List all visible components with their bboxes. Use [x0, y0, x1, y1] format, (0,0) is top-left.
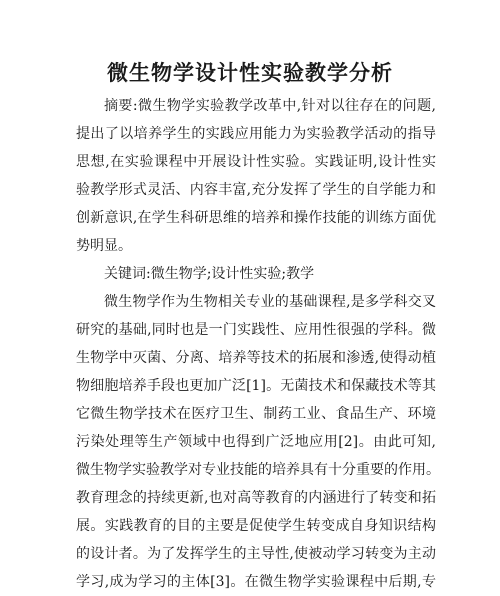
- text-line: 微生物学实验教学对专业技能的培养具有十分重要的作用。: [76, 462, 440, 478]
- text-line: 提出了以培养学生的实践应用能力为实验教学活动的指导: [76, 126, 436, 142]
- text-line: 研究的基础,同时也是一门实践性、应用性很强的学科。微: [76, 322, 436, 338]
- text-line: 的设计者。为了发挥学生的主导性,使被动学习转变为主动: [76, 546, 436, 562]
- text-line: 污染处理等生产领域中也得到广泛地应用[2]。由此可知,: [76, 434, 436, 450]
- text-line: 关键词:微生物学;设计性实验;教学: [104, 266, 315, 282]
- text-line: 思想,在实验课程中开展设计性实验。实践证明,设计性实: [76, 154, 436, 170]
- text-line: 它微生物学技术在医疗卫生、制药工业、食品生产、环境: [76, 406, 436, 422]
- text-line: 创新意识,在学生科研思维的培养和操作技能的训练方面优: [76, 210, 436, 226]
- text-line: 摘要:微生物学实验教学改革中,针对以往存在的问题,: [104, 98, 436, 114]
- text-line: 展。实践教育的目的主要是促使学生转变成自身知识结构: [76, 518, 436, 534]
- text-line: 验教学形式灵活、内容丰富,充分发挥了学生的自学能力和: [76, 182, 436, 198]
- text-line: 物细胞培养手段也更加广泛[1]。无菌技术和保藏技术等其: [76, 378, 436, 394]
- document-body: [76, 92, 440, 596]
- text-line: 学习,成为学习的主体[3]。在微生物学实验课程中后期,专: [76, 574, 436, 590]
- text-line: 教育理念的持续更新,也对高等教育的内涵进行了转变和拓: [76, 490, 436, 506]
- text-line: 微生物学作为生物相关专业的基础课程,是多学科交叉: [104, 294, 436, 310]
- document-title: 微生物学设计性实验教学分析: [107, 60, 393, 85]
- text-line: 势明显。: [76, 238, 132, 254]
- text-line: 生物学中灭菌、分离、培养等技术的拓展和渗透,使得动植: [76, 350, 436, 366]
